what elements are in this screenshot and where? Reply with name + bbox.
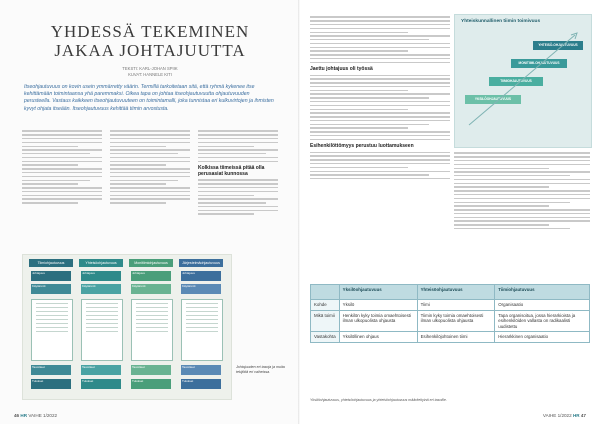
lead-paragraph: Itseohjautuvuus on kovin usein ymmärretty väärin. Termillä tarkoitetaan sitä, että ryhmä kykenee itse kehittämään toimintaansa yhä paremmaksi. Oikea tapa on johtaa itseohjautuvuutta ohjautuvuuden perusteella. Vastaus kaikkeen itseohjautuvuuteen on toimintamalli, joka tunnistaa eri kulkuvirtojen ja ihmisten kyvyt ohjata itseään. Itseohjautuvuus kehittää tiimin arvostusta. — [24, 84, 274, 112]
body-columns — [22, 128, 278, 217]
diagram-block: Tulokset — [131, 379, 171, 389]
table-cell: Hierarkkinen organisaatio — [495, 332, 590, 343]
table-cell: Esihenkilöjohtoinen tiimi — [417, 332, 495, 343]
table-cell: Tiimin kyky toimia omaehtoisesti ilman ulkopuolista ohjausta — [417, 310, 495, 332]
diagram-column-header: Monitiimiohjautuvuus — [129, 259, 173, 267]
table-caption: Yksilöohjautuvuus, yhteisöohjautuvuus ja yhteisöohjautuvuus määriteltyinä eri tasoille. — [310, 398, 447, 402]
diagram-block: Käytännöt — [131, 284, 171, 294]
diagram-block: Käytännöt — [31, 284, 71, 294]
table-header-cell: Yhteisöohjautuvuus — [417, 285, 495, 300]
table-cell: Yksilöllinen ohjaus — [339, 332, 417, 343]
byline-author: TEKSTI: KARL-JOHAN SPIIK — [122, 66, 178, 71]
diagram-column-header: Järjestelmäohjautuvuus — [179, 259, 223, 267]
diagram-column-header: Yhteisöohjautuvuus — [79, 259, 123, 267]
subheading: Esihenkilöttömyys perustuu luottamukseen — [310, 143, 414, 150]
byline-photo: KUVAT: HANNELE KITI — [128, 72, 172, 77]
diagram-step: YHTEISÖ-OHJAUTUVUUS — [533, 41, 583, 50]
body-column-4 — [310, 14, 450, 182]
leadership-diagram — [22, 254, 232, 400]
diagram-block: Johtajuus — [81, 271, 121, 281]
table-cell: Henkilön kyky toimia omaehtoisesti ilman ulkopuolista ohjausta — [339, 310, 417, 332]
page-number: 46 — [14, 413, 20, 418]
diagram-block: Johtajuus — [131, 271, 171, 281]
diagram-block: Tavoitteet — [81, 365, 121, 375]
diagram-column — [29, 259, 73, 395]
table-row — [311, 300, 590, 311]
diagram-column — [179, 259, 223, 395]
diagram-arrows — [455, 15, 591, 147]
diagram-column-header: Tiimiohjautuvuus — [29, 259, 73, 267]
body-column-1 — [22, 128, 102, 217]
side-diagram — [454, 14, 592, 148]
body-column-2 — [110, 128, 190, 217]
diagram-column — [129, 259, 173, 395]
diagram-block: Tavoitteet — [31, 365, 71, 375]
magazine-name: HR — [20, 413, 28, 418]
right-page — [300, 0, 600, 424]
diagram-block: Tulokset — [31, 379, 71, 389]
table-cell: Vastakohta — [311, 332, 340, 343]
diagram-block: Tulokset — [181, 379, 221, 389]
diagram-block: Tulokset — [81, 379, 121, 389]
diagram-column — [79, 259, 123, 395]
diagram-body — [31, 299, 73, 361]
table-cell: Kohde — [311, 300, 340, 311]
magazine-name: HR — [572, 413, 580, 418]
table-row — [311, 310, 590, 332]
table-header-cell: Yksilöohjautuvuus — [339, 285, 417, 300]
diagram-block: Käytännöt — [81, 284, 121, 294]
subheading: Kolkissa tiimeissä pitää olla perusasiat kunnossa — [198, 165, 265, 178]
table-cell: Tiimi — [417, 300, 495, 311]
subheading: Jaettu johtajuus oli työssä — [310, 66, 373, 73]
diagram-body — [81, 299, 123, 361]
table-header-cell — [311, 285, 340, 300]
issue: VAIHE 1/2022 — [28, 413, 58, 418]
table-cell: Mikä toimii — [311, 310, 340, 332]
table-cell: Tapa organisoitua, jossa hierarkioista ja esihenkilöiden vallasta on radikaalisti uudistettu — [495, 310, 590, 332]
diagram-block: Johtajuus — [31, 271, 71, 281]
table-header-row — [311, 285, 590, 300]
article-title: YHDESSÄ TEKEMINEN JAKAA JOHTAJUUTTA — [50, 22, 250, 60]
diagram-body — [131, 299, 173, 361]
table-cell: Yksilö — [339, 300, 417, 311]
footer-left — [14, 413, 57, 418]
diagram-step: YKSILÖOHJAUTUVUUS — [465, 95, 521, 104]
diagram-body — [181, 299, 223, 361]
issue: VAIHE 1/2022 — [542, 413, 572, 418]
diagram-block: Käytännöt — [181, 284, 221, 294]
figure-caption: Johtajuuden eri tasoja ja muita tekijöitä eri vaiheissa. — [236, 365, 285, 374]
table-cell: Organisaatio — [495, 300, 590, 311]
side-diagram-title: Yhteiskunnallinen tiimin toimivuus — [461, 19, 541, 24]
diagram-step: TIIMIOHJAUTUVUUS — [489, 77, 543, 86]
table-row — [311, 332, 590, 343]
byline — [60, 66, 240, 78]
diagram-block: Tavoitteet — [131, 365, 171, 375]
diagram-block: Johtajuus — [181, 271, 221, 281]
page-number: 47 — [580, 413, 586, 418]
footer-right — [543, 413, 586, 418]
table-header-cell: Tiimiohjautuvuus — [495, 285, 590, 300]
diagram-step: MONITIIMI-OHJAUTUVUUS — [511, 59, 567, 68]
body-column-3 — [198, 128, 278, 217]
body-column-5 — [454, 150, 590, 232]
definition-table — [310, 284, 590, 343]
diagram-block: Tavoitteet — [181, 365, 221, 375]
